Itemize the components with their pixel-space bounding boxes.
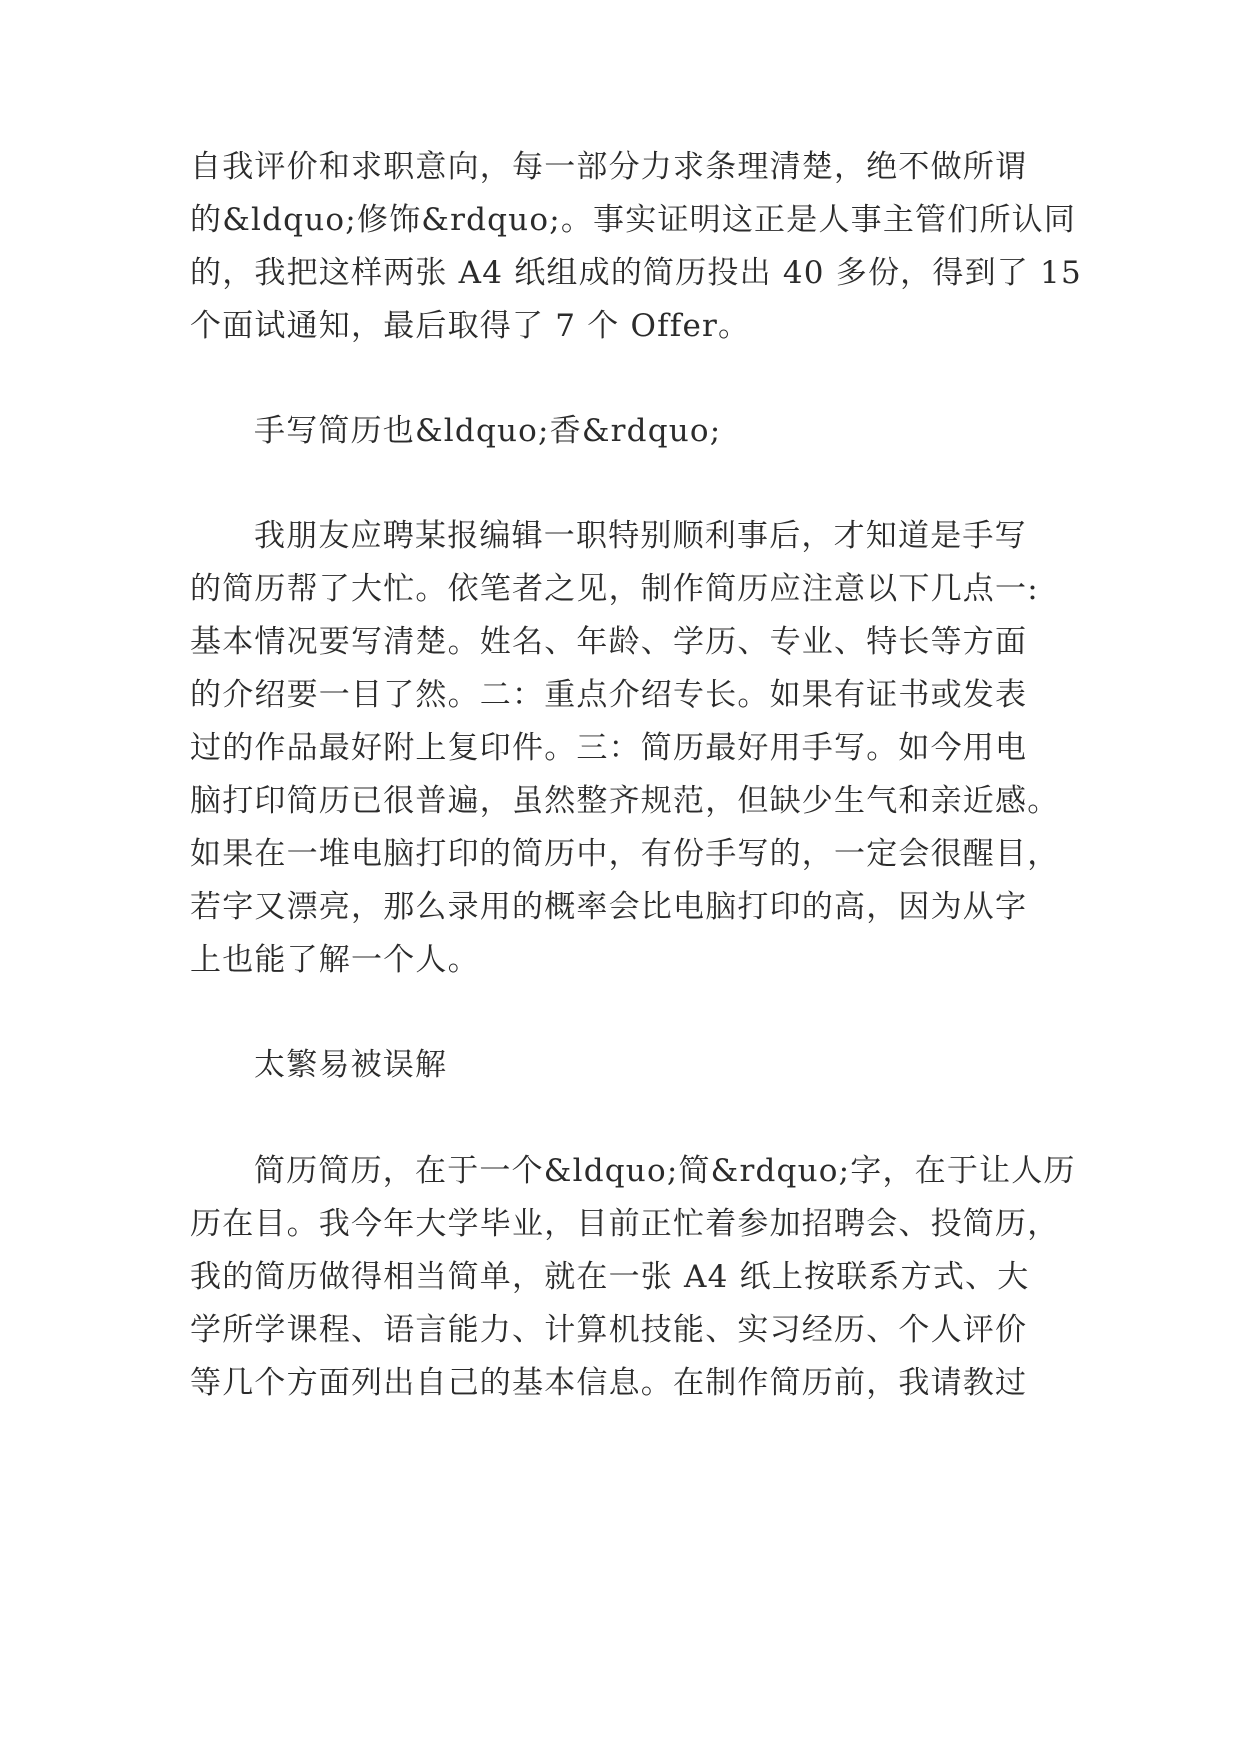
paragraph-line: 我的简历做得相当简单，就在一张 A4 纸上按联系方式、大: [190, 1259, 1030, 1295]
paragraph-line: 过的作品最好附上复印件。三：简历最好用手写。如今用电: [190, 730, 1028, 766]
paragraph-line: 学所学课程、语言能力、计算机技能、实习经历、个人评价: [190, 1312, 1028, 1348]
paragraph-line: 的&ldquo;修饰&rdquo;。事实证明这正是人事主管们所认同: [190, 202, 1077, 238]
section-heading: 太繁易被误解: [254, 1047, 448, 1083]
paragraph-line: 简历简历，在于一个&ldquo;简&rdquo;字，在于让人历: [254, 1153, 1076, 1189]
paragraph-line: 的介绍要一目了然。二：重点介绍专长。如果有证书或发表: [190, 677, 1028, 713]
section-heading: 手写简历也&ldquo;香&rdquo;: [254, 413, 722, 449]
paragraph-line: 上也能了解一个人。: [190, 942, 480, 978]
paragraph-line: 若字又漂亮，那么录用的概率会比电脑打印的高，因为从字: [190, 889, 1028, 925]
paragraph-line: 脑打印简历已很普遍，虽然整齐规范，但缺少生气和亲近感。: [190, 783, 1060, 819]
paragraph-line: 的，我把这样两张 A4 纸组成的简历投出 40 多份，得到了 15: [190, 255, 1082, 291]
paragraph-line: 的简历帮了大忙。依笔者之见，制作简历应注意以下几点一:: [190, 571, 1039, 607]
paragraph-line: 个面试通知，最后取得了 7 个 Offer。: [190, 308, 751, 344]
paragraph-line: 如果在一堆电脑打印的简历中，有份手写的，一定会很醒目，: [190, 836, 1060, 872]
paragraph-line: 等几个方面列出自己的基本信息。在制作简历前，我请教过: [190, 1365, 1028, 1401]
paragraph-line: 我朋友应聘某报编辑一职特别顺利事后，才知道是手写: [254, 518, 1027, 554]
paragraph-line: 历在目。我今年大学毕业，目前正忙着参加招聘会、投简历，: [190, 1206, 1060, 1242]
paragraph-line: 基本情况要写清楚。姓名、年龄、学历、专业、特长等方面: [190, 624, 1028, 660]
paragraph-line: 自我评价和求职意向，每一部分力求条理清楚，绝不做所谓: [190, 149, 1028, 185]
